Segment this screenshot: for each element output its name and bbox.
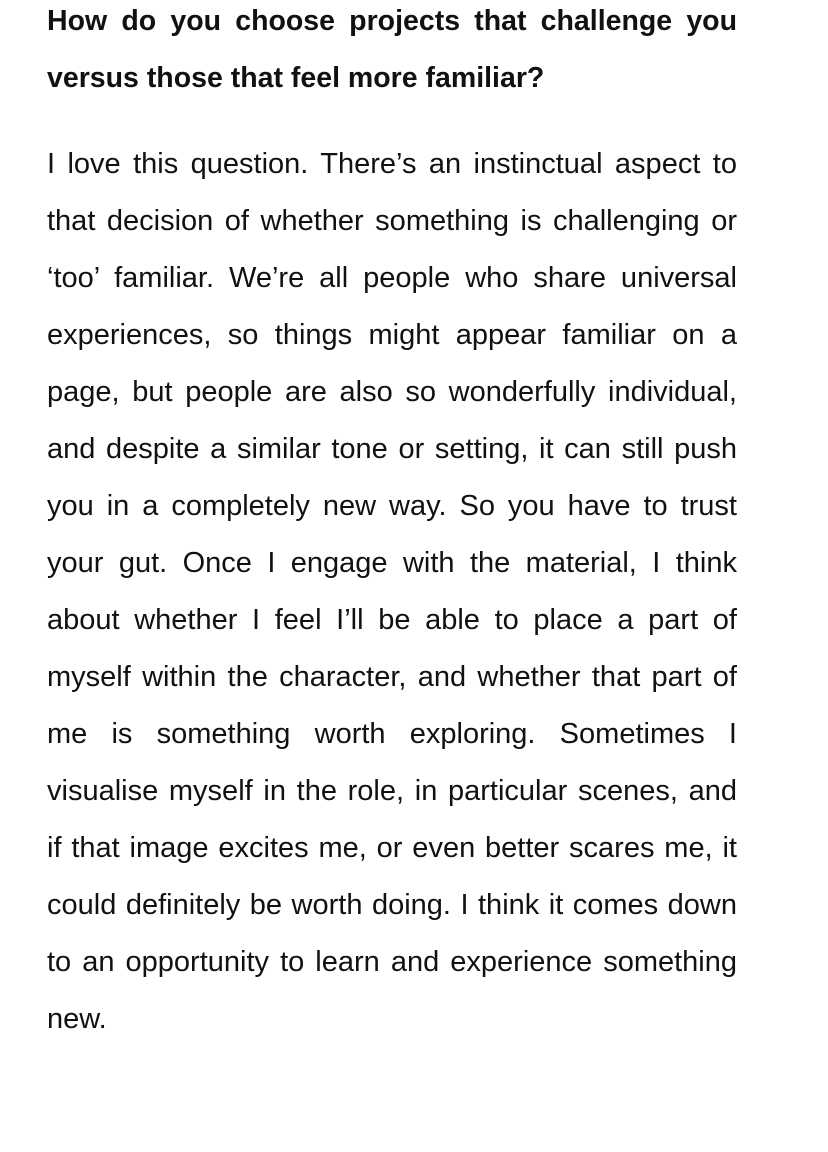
interview-question: How do you choose projects that challenge you versus those that feel more familiar?	[47, 5, 737, 94]
interview-answer: I love this question. There’s an instinctual aspect to that decision of whether something is challenging or ‘too’ familiar. We’re all people who share universal experiences, so things might appear familiar on a page, but people are also so wonderfully individual, and despite a similar tone or setting, it can still push you in a completely new way. So you have to trust your gut. Once I engage with the material, I think about whether I feel I’ll be able to place a part of myself within the character, and whether that part of me is something worth exploring. Sometimes I visualise myself in the role, in particular scenes, and if that image excites me, or even better scares me, it could definitely be worth doing. I think it comes down to an opportunity to learn and experience something new.	[47, 148, 737, 1035]
interview-article	[47, 0, 737, 1035]
